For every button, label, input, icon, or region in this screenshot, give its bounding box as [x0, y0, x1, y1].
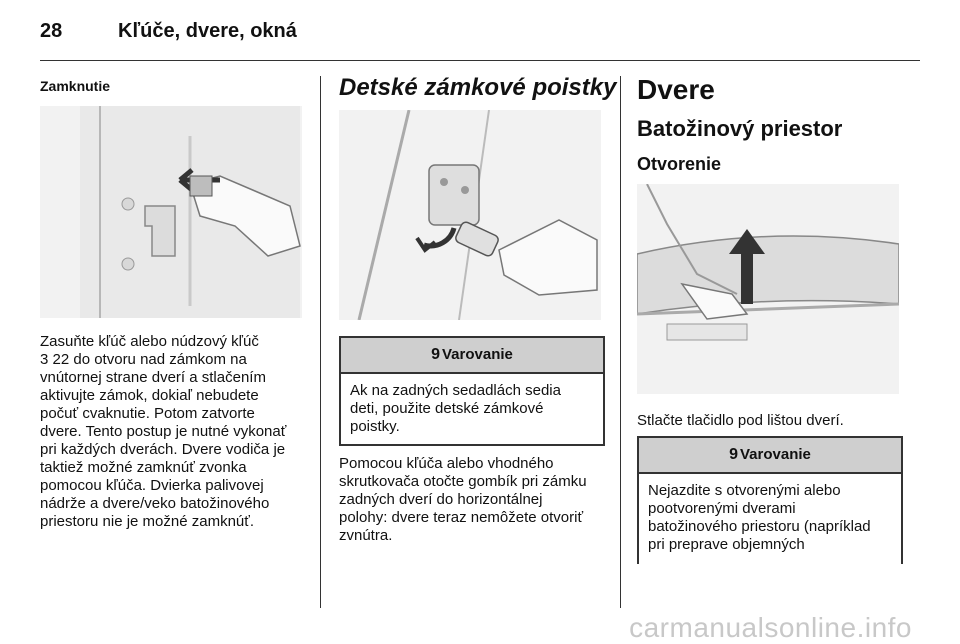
warning-title: Varovanie	[740, 446, 811, 463]
text-line: pri každých dverách. Dvere vodiča je	[40, 441, 286, 458]
section-heading-child-locks: Detské zámkové poistky	[339, 74, 617, 101]
text-line: pomocou kľúča. Dvierka palivovej	[40, 477, 264, 494]
warning-icon: 9	[431, 346, 440, 363]
section-heading-doors: Dvere	[637, 74, 715, 105]
opening-caption: Stlačte tlačidlo pod lištou dverí.	[637, 412, 844, 429]
text-line: vnútornej strane dverí a stlačením	[40, 369, 266, 386]
watermark: carmanualsonline.info	[629, 612, 912, 643]
child-lock-key-turn-illustration	[339, 110, 601, 320]
subsection-heading-opening: Otvorenie	[637, 154, 722, 174]
tailgate-lift-arrow-illustration	[637, 184, 899, 394]
warning-line: Ak na zadných sedadlách sedia	[350, 382, 561, 399]
tailgate-warning-box	[637, 436, 903, 564]
warning-line: batožinového priestoru (napríklad	[648, 518, 871, 535]
subsection-heading-luggage: Batožinový priestor	[637, 116, 843, 141]
text-line: aktivujte zámok, dokiaľ nebudete	[40, 387, 259, 404]
locking-paragraph	[40, 333, 315, 531]
warning-line: poistky.	[350, 418, 400, 435]
text-line: zadných dverí do horizontálnej	[339, 491, 543, 508]
text-line: Pomocou kľúča alebo vhodného	[339, 455, 554, 472]
warning-icon: 9	[729, 446, 738, 463]
text-line: skrutkovača otočte gombík pri zámku	[339, 473, 587, 490]
column-divider-1	[320, 76, 321, 608]
text-line: nádrže a dvere/veko batožinového	[40, 495, 270, 512]
door-lock-key-illustration	[40, 106, 302, 318]
text-line: dvere. Tento postup je nutné vykonať	[40, 423, 287, 440]
section-heading-locking: Zamknutie	[40, 78, 111, 94]
warning-title: Varovanie	[442, 346, 513, 363]
column-divider-2	[620, 76, 621, 608]
warning-header	[639, 438, 901, 474]
child-lock-paragraph	[339, 455, 614, 545]
warning-header	[341, 338, 603, 374]
warning-body	[639, 474, 901, 562]
warning-line: Nejazdite s otvorenými alebo	[648, 482, 841, 499]
header-rule	[40, 60, 920, 61]
text-line: polohy: dvere teraz nemôžete otvoriť	[339, 509, 584, 526]
warning-line: deti, použite detské zámkové	[350, 400, 544, 417]
warning-line: pootvorenými dverami	[648, 500, 796, 517]
chapter-title: Kľúče, dvere, okná	[118, 20, 297, 42]
text-line: priestoru nie je možné zamknúť.	[40, 513, 255, 530]
text-line: taktiež možné zamknúť zvonka	[40, 459, 247, 476]
text-line: Zasuňte kľúč alebo núdzový kľúč	[40, 333, 259, 350]
text-line[interactable]: 3 22 do otvoru nad zámkom na	[40, 351, 247, 368]
warning-body	[341, 374, 603, 444]
page-header	[40, 20, 920, 60]
text-line: zvnútra.	[339, 527, 393, 544]
child-lock-warning-box	[339, 336, 605, 446]
page-number: 28	[40, 20, 63, 42]
text-line: počuť cvaknutie. Potom zatvorte	[40, 405, 255, 422]
warning-line: pri preprave objemných	[648, 536, 805, 553]
